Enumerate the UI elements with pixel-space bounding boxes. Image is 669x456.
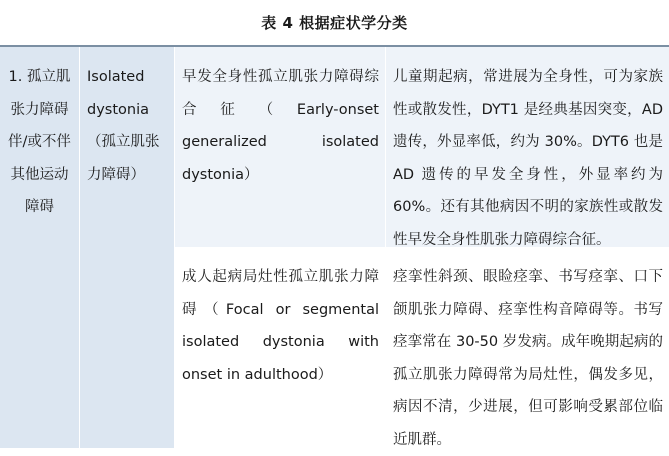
subcategory-cell [79,47,174,448]
row-1-name: 早发全身性孤立肌张力障碍综合征（Early-onset generalized isolated dystonia） [182,69,379,183]
table-title-bar [0,0,669,47]
column-divider [79,47,80,448]
row-1-description: 儿童期起病，常进展为全身性，可为家族性或散发性，DYT1 是经典基因突变，AD 遗传，外显率低，约为 30%。DYT6 也是 AD 遗传的早发全身性，外显率约为 60%。还有其他病因不明的家族性或散发性早发全身性肌张力障碍综合征。 [393,69,663,248]
table-row-2-name-cell [174,247,385,448]
table-row-2-description-cell [385,247,669,448]
column-divider [385,47,386,448]
column-divider [174,47,175,448]
table-row-1-name-cell [174,47,385,247]
table-row-1-description-cell [385,47,669,247]
row-2-name: 成人起病局灶性孤立肌张力障碍（Focal or segmental isolated dystonia with onset in adulthood） [182,269,379,383]
category-cell [0,47,79,448]
table-title: 表 4 根据症状学分类 [261,14,408,32]
subcategory-label: Isolated dystonia （孤立肌张力障碍） [87,69,160,183]
row-2-description: 痉挛性斜颈、眼睑痉挛、书写痉挛、口下颌肌张力障碍、痉挛性构音障碍等。书写痉挛常在 30-50 岁发病。成年晚期起病的孤立肌张力障碍常为局灶性，偶发多见，病因不清，少进展，但可影响受累部位临近肌群。 [393,269,663,448]
category-label: 1. 孤立肌张力障碍伴/或不伴其他运动障碍 [8,69,71,215]
